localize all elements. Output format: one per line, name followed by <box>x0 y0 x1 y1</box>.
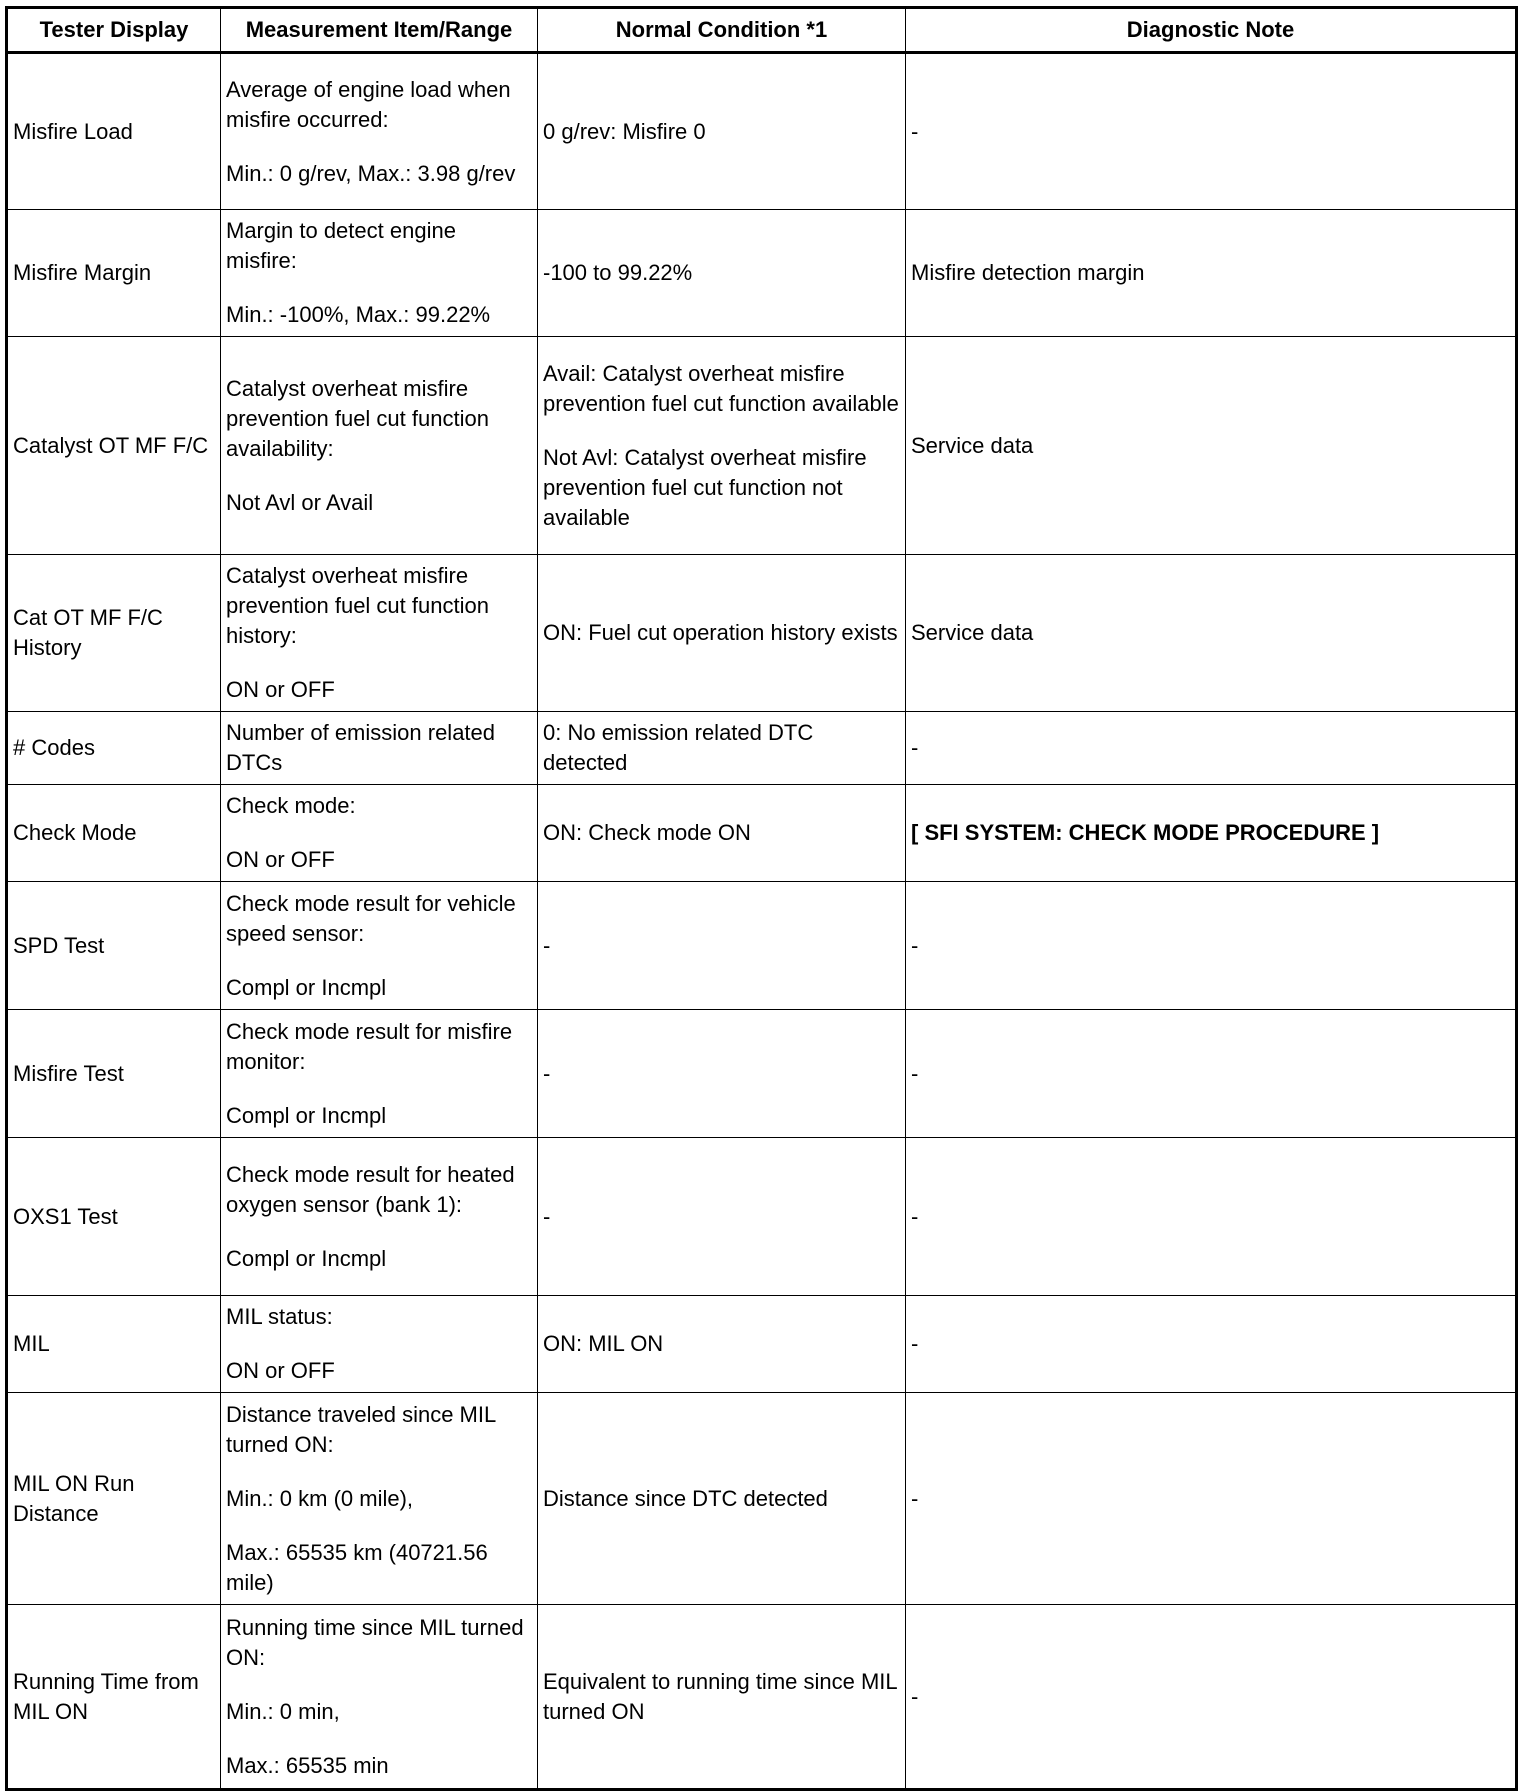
normal-condition-cell <box>538 712 906 785</box>
normal-text: ON: Check mode ON <box>543 820 751 845</box>
normal-condition-cell <box>538 555 906 712</box>
measurement-range-cell <box>221 53 538 210</box>
normal-text: 0: No emission related DTC detected <box>543 720 814 775</box>
measurement-range-cell <box>221 1296 538 1393</box>
measurement-range-cell <box>221 882 538 1010</box>
diagnostic-note-cell: - <box>906 1296 1517 1393</box>
normal-text: Avail: Catalyst overheat misfire prevention fuel cut function available <box>543 360 899 416</box>
tester-display-cell: # Codes <box>7 712 221 785</box>
header-row <box>7 8 1517 53</box>
tester-display-cell: MIL <box>7 1296 221 1393</box>
range-text: Distance traveled since MIL turned ON: <box>226 1401 496 1457</box>
normal-condition-cell <box>538 337 906 555</box>
range-text: Check mode result for vehicle speed sensor: <box>226 890 516 946</box>
table-row <box>7 882 1517 1010</box>
range-text: ON or OFF <box>226 677 335 702</box>
diagnostic-note-cell: - <box>906 712 1517 785</box>
table-row <box>7 1605 1517 1790</box>
normal-text: ON: MIL ON <box>543 1331 664 1356</box>
normal-text: -100 to 99.22% <box>543 260 693 285</box>
range-text: Check mode: <box>226 793 356 818</box>
range-text: Compl or Incmpl <box>226 1245 387 1271</box>
normal-condition-cell <box>538 53 906 210</box>
normal-text: 0 g/rev: Misfire 0 <box>543 118 706 144</box>
tester-display-cell: OXS1 Test <box>7 1138 221 1296</box>
normal-condition-cell <box>538 1010 906 1138</box>
header-tester-display: Tester Display <box>7 8 221 53</box>
measurement-range-cell <box>221 712 538 785</box>
range-text: Running time since MIL turned ON: <box>226 1614 524 1670</box>
measurement-range-cell <box>221 1010 538 1138</box>
range-text: ON or OFF <box>226 847 335 872</box>
diagnostic-note-cell <box>906 785 1517 882</box>
range-text: Compl or Incmpl <box>226 1102 387 1128</box>
tester-display-cell: Cat OT MF F/C History <box>7 555 221 712</box>
range-text: Average of engine load when misfire occurred: <box>226 76 511 132</box>
normal-text: Not Avl: Catalyst overheat misfire prevention fuel cut function not available <box>543 444 867 530</box>
range-text: Min.: 0 km (0 mile), <box>226 1485 414 1511</box>
range-text: Catalyst overheat misfire prevention fuel cut function availability: <box>226 375 489 461</box>
measurement-range-cell <box>221 1138 538 1296</box>
normal-condition-cell <box>538 1296 906 1393</box>
data-list-table <box>5 6 1518 1791</box>
table-row <box>7 785 1517 882</box>
table-row <box>7 1393 1517 1605</box>
normal-text: - <box>543 932 551 958</box>
range-text: Min.: 0 min, <box>226 1698 340 1724</box>
diagnostic-note-cell: - <box>906 1393 1517 1605</box>
measurement-range-cell <box>221 337 538 555</box>
tester-display-cell: Running Time from MIL ON <box>7 1605 221 1790</box>
normal-text: Distance since DTC detected <box>543 1485 828 1511</box>
diagnostic-note-cell: Service data <box>906 555 1517 712</box>
diagnostic-note-cell: - <box>906 882 1517 1010</box>
normal-text: - <box>543 1203 551 1229</box>
diagnostic-note-cell: Service data <box>906 337 1517 555</box>
table-row <box>7 210 1517 337</box>
range-text: Number of emission related DTCs <box>226 720 496 775</box>
table-row <box>7 555 1517 712</box>
range-text: Margin to detect engine misfire: <box>226 218 456 273</box>
measurement-range-cell <box>221 785 538 882</box>
tester-display-cell: Misfire Test <box>7 1010 221 1138</box>
tester-display-cell: Misfire Margin <box>7 210 221 337</box>
normal-text: - <box>543 1060 551 1086</box>
diagnostic-note-cell: - <box>906 1138 1517 1296</box>
diagnostic-note-cell: - <box>906 1010 1517 1138</box>
range-text: Max.: 65535 min <box>226 1752 389 1778</box>
measurement-range-cell <box>221 555 538 712</box>
range-text: MIL status: <box>226 1304 333 1329</box>
check-mode-procedure-link[interactable]: [ SFI SYSTEM: CHECK MODE PROCEDURE ] <box>911 820 1380 845</box>
diagnostic-note-cell: - <box>906 1605 1517 1790</box>
range-text: Not Avl or Avail <box>226 489 374 515</box>
range-text: Min.: -100%, Max.: 99.22% <box>226 302 491 327</box>
table-row <box>7 337 1517 555</box>
table-row <box>7 53 1517 210</box>
diagnostic-note-cell: - <box>906 53 1517 210</box>
normal-condition-cell <box>538 1138 906 1296</box>
range-text: Check mode result for misfire monitor: <box>226 1018 513 1074</box>
tester-display-cell: MIL ON Run Distance <box>7 1393 221 1605</box>
normal-condition-cell <box>538 1393 906 1605</box>
normal-condition-cell <box>538 1605 906 1790</box>
tester-display-cell: SPD Test <box>7 882 221 1010</box>
header-diagnostic-note: Diagnostic Note <box>906 8 1517 53</box>
table-row <box>7 1296 1517 1393</box>
tester-display-cell: Catalyst OT MF F/C <box>7 337 221 555</box>
measurement-range-cell <box>221 210 538 337</box>
range-text: Compl or Incmpl <box>226 974 387 1000</box>
range-text: Min.: 0 g/rev, Max.: 3.98 g/rev <box>226 160 516 186</box>
table-row <box>7 712 1517 785</box>
normal-condition-cell <box>538 210 906 337</box>
tester-display-cell: Misfire Load <box>7 53 221 210</box>
range-text: ON or OFF <box>226 1358 335 1383</box>
normal-condition-cell <box>538 785 906 882</box>
tester-display-cell: Check Mode <box>7 785 221 882</box>
range-text: Max.: 65535 km (40721.56 mile) <box>226 1539 488 1595</box>
range-text: Catalyst overheat misfire prevention fuel cut function history: <box>226 563 489 648</box>
measurement-range-cell <box>221 1393 538 1605</box>
header-normal-condition: Normal Condition *1 <box>538 8 906 53</box>
diagnostic-note-cell: Misfire detection margin <box>906 210 1517 337</box>
range-text: Check mode result for heated oxygen sensor (bank 1): <box>226 1161 515 1217</box>
header-measurement-range: Measurement Item/Range <box>221 8 538 53</box>
table-row <box>7 1138 1517 1296</box>
normal-text: ON: Fuel cut operation history exists <box>543 620 898 645</box>
measurement-range-cell <box>221 1605 538 1790</box>
normal-text: Equivalent to running time since MIL turned ON <box>543 1668 897 1724</box>
table-row <box>7 1010 1517 1138</box>
normal-condition-cell <box>538 882 906 1010</box>
